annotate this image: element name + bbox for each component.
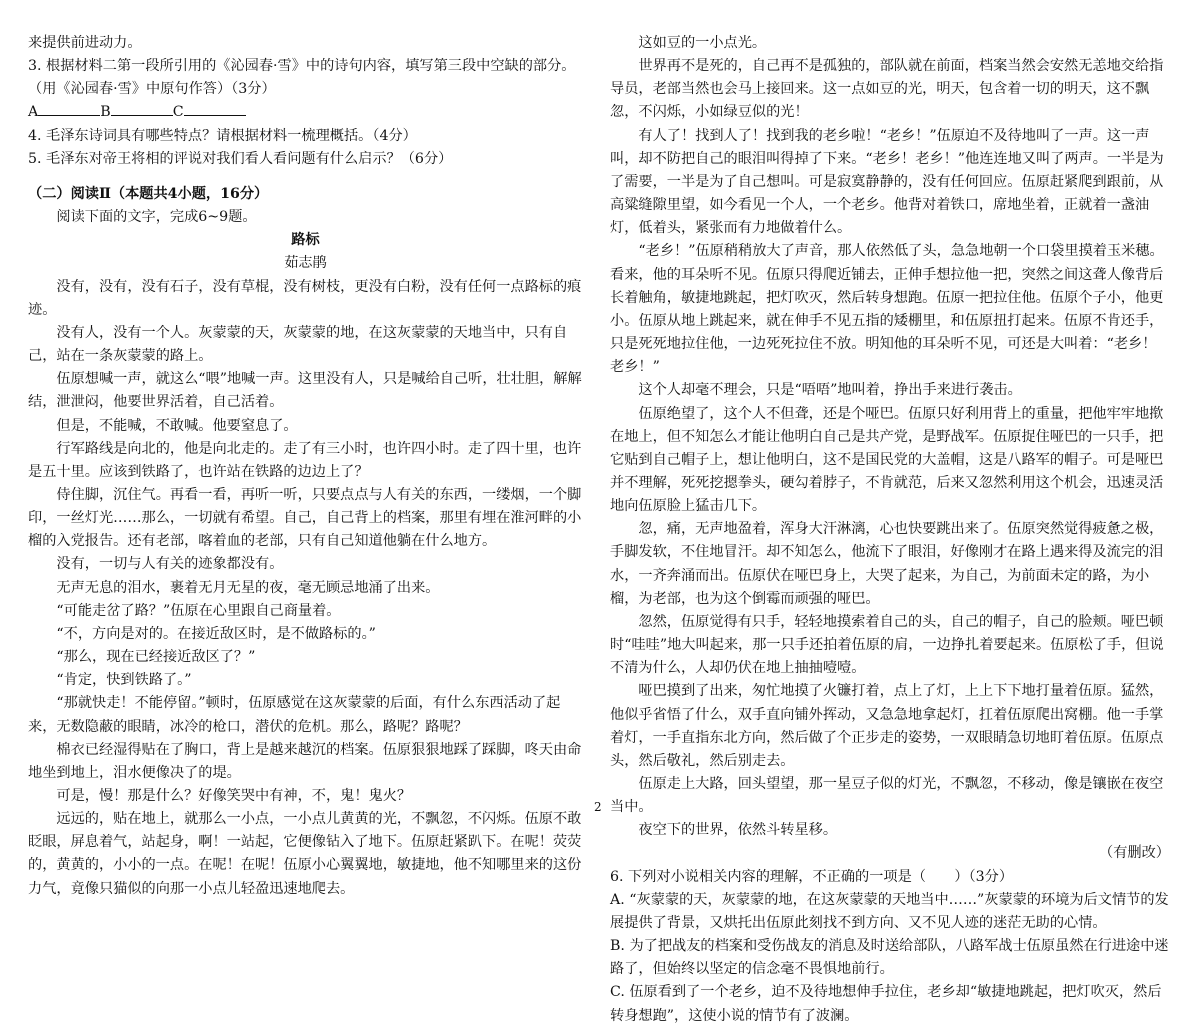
story-paragraph: 伍原走上大路，回头望望，那一星豆子似的灯光，不飘忽，不移动，像是镶嵌在夜空当中。 <box>610 776 1164 816</box>
story-paragraph: 没有人，没有一个人。灰蒙蒙的天，灰蒙蒙的地，在这灰蒙蒙的天地当中，只有自己，站在一条灰蒙蒙的路上。 <box>28 324 568 365</box>
blank-c-label: C <box>172 104 184 121</box>
story-paragraph: 夜空下的世界，依然斗转星移。 <box>638 822 838 839</box>
continued-line: 来提供前进动力。 <box>28 35 142 51</box>
section-heading: （二）阅读Ⅱ（本题共4小题，16分） <box>28 185 269 202</box>
story-paragraph: 侍住脚，沉住气。再看一看，再听一听，只要点点与人有关的东西，一缕烟，一个脚印，一丝灯光……那么，一切就有希望。自己，自己背上的档案，那里有埋在淮河畔的小榴的入党报告。还有老部，喀着血的老部，只有自己知道他躺在什么地方。 <box>28 486 582 550</box>
story-paragraph: 伍原想喊一声，就这么“喂”地喊一声。这里没有人，只是喊给自己听，壮壮胆，解解结，泄泄闷，他要世界活着，自己活着。 <box>28 371 582 411</box>
story-paragraph: “老乡！”伍原稍稍放大了声音，那人依然低了头，急急地朝一个口袋里摸着玉米穗。看来，他的耳朵听不见。伍原只得爬近铺去，正伸手想拉他一把，突然之间这聋人像背后长着触角，敏捷地跳起，把灯吹灭，然后转身想跑。伍原一把拉住他。伍原个子小，他更小。伍原从地上跳起来，就在伸手不见五指的矮棚里，和伍原扭打起来。伍原不肯还手，只是死死地拉住他，一边死死拉住不放。明知他的耳朵听不见，可还是大叫着：“老乡！老乡！” <box>610 243 1164 376</box>
question-6-option-c: C. 伍原看到了一个老乡，迫不及待地想伸手拉住，老乡却“敏捷地跳起，把灯吹灭，然后转身想跑”，这使小说的情节有了波澜。 <box>610 984 1162 1024</box>
story-paragraph: 远远的，贴在地上，就那么一小点，一小点儿黄黄的光，不飘忽，不闪烁。伍原不敢眨眼，屏息着气，站起身，啊！一站起，它便像钻入了地下。伍原赶紧趴下。在呢！荧荧的，黄黄的，小小的一点。在呢！在呢！伍原小心翼翼地，敏捷地，他不知哪里来的这份力气，竟像只猫似的向那一小点儿轻盈迅速地爬去。 <box>28 811 582 897</box>
story-paragraph: 忽然，伍原觉得有只手，轻轻地摸索着自己的头，自己的帽子，自己的脸颊。哑巴顿时“哇哇”地大叫起来，那一只手还拍着伍原的肩，一边挣扎着要起来。伍原松了手，但说不清为什么，人却仍伏在地上抽抽噎噎。 <box>610 613 1164 677</box>
blank-b-label: B <box>100 104 111 121</box>
blank-a-label: A <box>28 104 39 121</box>
story-paragraph: 有人了！找到人了！找到我的老乡啦！“老乡！”伍原迫不及待地叫了一声。这一声叫，却不防把自己的眼泪叫得掉了下来。“老乡！老乡！”他连连地又叫了两声。一半是为了需要，一半是为了自己想叫。可是寂寞静静的，没有任何回应。伍原赶紧爬到跟前，从高粱缝隙里望，如今看见一个人，一个老乡。他背对着铁口，席地坐着，正就着一盏油灯，低着头，紧张而有力地做着什么。 <box>610 127 1164 237</box>
instruction: 阅读下面的文字，完成6~9题。 <box>56 209 257 226</box>
story-author: 茹志鹃 <box>284 255 327 272</box>
story-paragraph: 没有，没有，没有石子，没有草棍，没有树枝，更没有白粉，没有任何一点路标的痕迹。 <box>28 278 582 318</box>
question-5: 5. 毛泽东对帝王将相的评说对我们看人看问题有什么启示？（6分） <box>28 150 453 167</box>
story-paragraph: 棉衣已经湿得贴在了胸口，背上是越来越沉的档案。伍原狠狠地踩了踩脚，咚天由命地坐到地上，泪水便像决了的堤。 <box>28 741 582 781</box>
question-4: 4. 毛泽东诗词具有哪些特点？请根据材料一梳理概括。（4分） <box>28 127 417 144</box>
story-paragraph: 哑巴摸到了出来，匆忙地摸了火镰打着，点上了灯，上上下下地打量着伍原。猛然，他似乎省悟了什么，双手直向铺外挥动，又急急地拿起灯，扛着伍原爬出窝棚。他一手掌着灯，一手直指东北方向，然后做了个正步走的姿势，一双眼睛急切地盯着伍原。伍原点头，然后敬礼，然后别走去。 <box>610 683 1164 769</box>
story-paragraph: 但是，不能喊，不敢喊。他要窒息了。 <box>56 417 298 434</box>
story-paragraph: 可是，慢！那是什么？好像笑哭中有神，不，鬼！鬼火？ <box>56 788 412 804</box>
question-3-blanks <box>28 101 583 124</box>
story-paragraph: “那就快走！不能停留。”顿时，伍原感觉在这灰蒙蒙的后面，有什么东西活动了起来，无数隐蔽的眼睛，冰冷的枪口，潜伏的危机。那么，路呢？路呢？ <box>28 695 561 735</box>
story-paragraph: 忽，痛，无声地盈着，浑身大汗淋漓，心也快要跳出来了。伍原突然觉得疲惫之极，手脚发软，不住地冒汗。却不知怎么，他流下了眼泪，好像刚才在路上遇来得及流完的泪水，一齐奔涌而出。伍原伏在哑巴身上，大哭了起来，为自己，为前面未定的路，为小榴，为老部，也为这个倒霉而顽强的哑巴。 <box>610 521 1164 607</box>
left-column <box>28 32 583 901</box>
story-paragraph: “肯定，快到铁路了。” <box>56 672 192 689</box>
story-paragraph: “不，方向是对的。在接近敌区时，是不做路标的。” <box>56 625 376 642</box>
page-number: 2 <box>594 800 602 814</box>
question-6: 6. 下列对小说相关内容的理解，不正确的一项是（ ）（3分） <box>610 868 1014 885</box>
story-paragraph: 无声无息的泪水，裹着无月无星的夜，毫无顾忌地涌了出来。 <box>56 579 440 596</box>
story-paragraph: 没有，一切与人有关的迹象都没有。 <box>56 556 284 573</box>
story-paragraph: 世界再不是死的，自己再不是孤独的，部队就在前面，档案当然会安然无恙地交给指导员，老部当然也会马上接回来。这一点如豆的光，明天，包含着一切的明天，这不飘忽，不闪烁，小如绿豆似的光！ <box>610 58 1164 121</box>
blank-b-line <box>111 103 173 116</box>
story-paragraph: 这个人却毫不理会，只是“唔唔”地叫着，挣出手来进行袭击。 <box>638 382 1022 399</box>
story-paragraph: 这如豆的一小点光。 <box>638 35 767 51</box>
question-3: 3. 根据材料二第一段所引用的《沁园春·雪》中的诗句内容，填写第三段中空缺的部分。（用《沁园春·雪》中原句作答）（3分） <box>28 58 576 98</box>
story-paragraph: 伍原绝望了，这个人不但聋，还是个哑巴。伍原只好利用背上的重量，把他牢牢地揿在地上，但不知怎么才能让他明白自己是共产党，是野战军。伍原捉住哑巴的一只手，把它贴到自己帽子上，想让他明白，这不是国民党的大盖帽，这是八路军的帽子。可是哑巴并不理解，死死挖摁拳头，硬勾着脖子，不肯就范，后来又忽然利用这个机会，迅速灵活地向伍原脸上猛击几下。 <box>610 405 1164 515</box>
story-paragraph: 行军路线是向北的，他是向北走的。走了有三小时，也许四小时。走了四十里，也许是五十里。应该到铁路了，也许站在铁路的边边上了？ <box>28 440 582 480</box>
source-note: （有删改） <box>1099 845 1170 862</box>
blank-c-line <box>184 103 246 116</box>
spacer <box>28 171 583 183</box>
right-column <box>610 32 1170 1028</box>
blank-a-line <box>38 103 100 116</box>
question-6-option-a: A. “灰蒙蒙的天，灰蒙蒙的地，在这灰蒙蒙的天地当中……”灰蒙蒙的环境为后文情节的发展提供了背景，又烘托出伍原此刻找不到方向、又不见人迹的迷茫无助的心情。 <box>610 891 1169 931</box>
question-6-option-b: B. 为了把战友的档案和受伤战友的消息及时送给部队，八路军战士伍原虽然在行进途中迷路了，但始终以坚定的信念毫不畏惧地前行。 <box>610 938 1169 978</box>
story-paragraph: “那么，现在已经接近敌区了？” <box>56 649 256 666</box>
story-paragraph: “可能走岔了路？”伍原在心里跟自己商量着。 <box>56 602 341 619</box>
story-title: 路标 <box>291 232 320 249</box>
